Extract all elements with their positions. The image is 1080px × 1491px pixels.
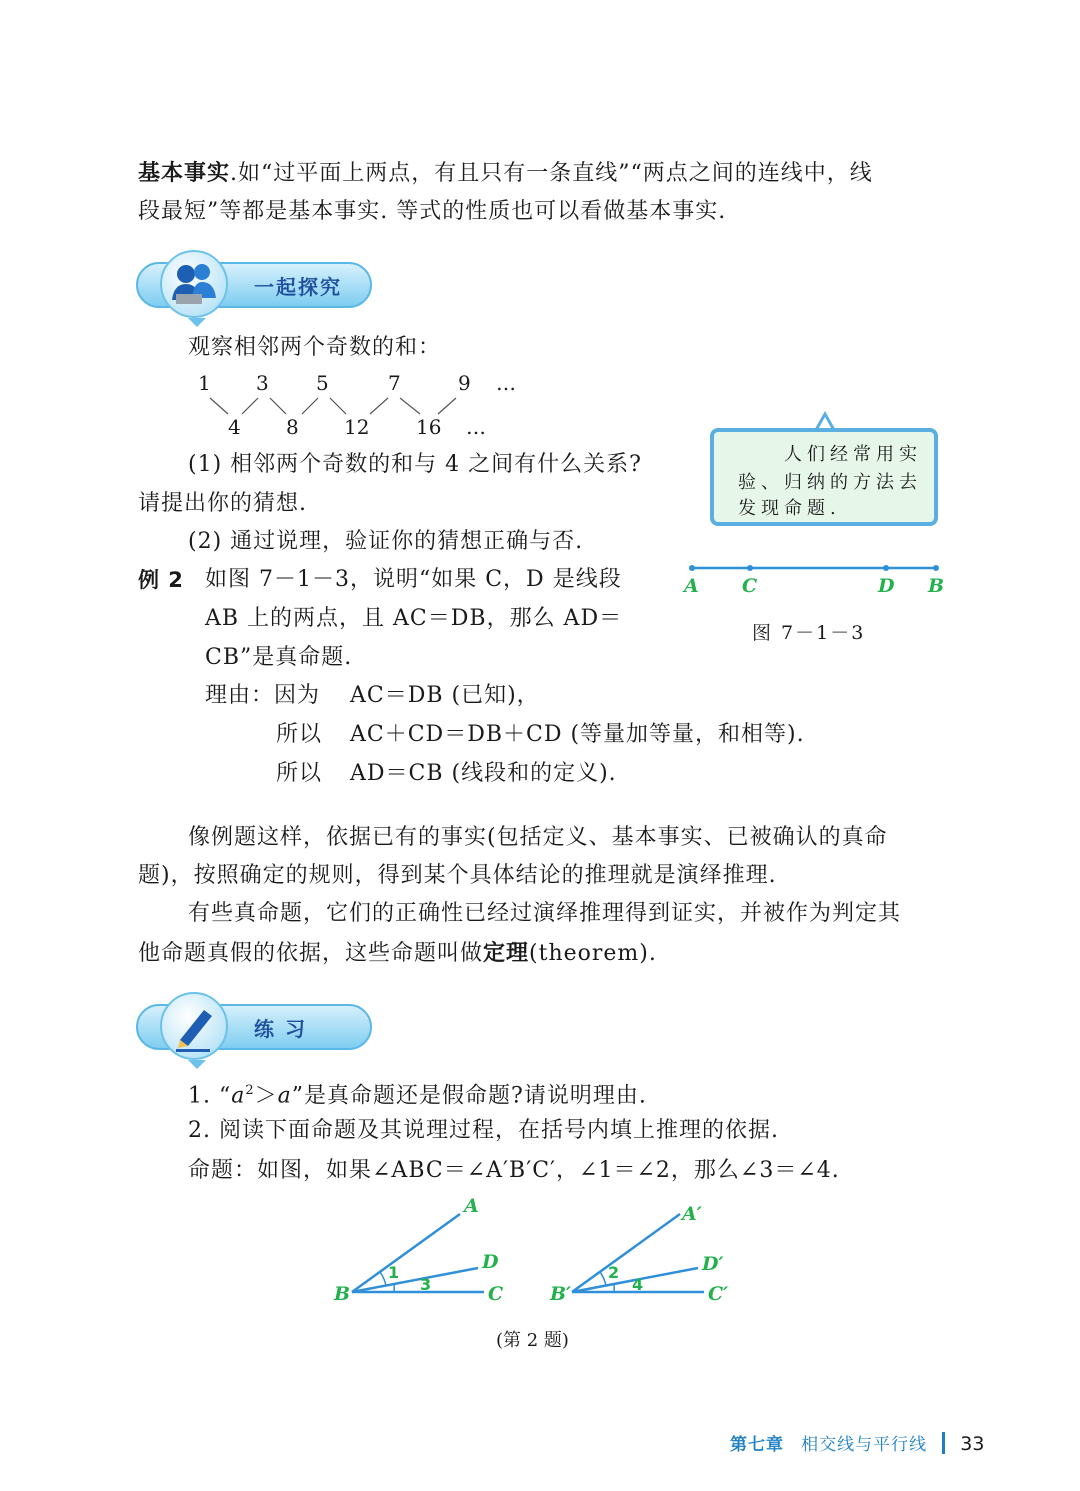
example-line-3: CB”是真命题. (205, 645, 353, 670)
practice-banner (136, 1004, 372, 1050)
example-line-1: 如图 7－1－3，说明“如果 C，D 是线段 (205, 567, 622, 592)
intro-line-2: 段最短”等都是基本事实. 等式的性质也可以看做基本事实. (138, 199, 727, 224)
page-number: 33 (960, 1433, 985, 1455)
tip-note (710, 428, 938, 526)
people-icon (160, 250, 228, 318)
so-label-1: 所以 (276, 722, 323, 747)
point-label: D (878, 575, 895, 597)
sum-ellipsis: … (466, 415, 486, 439)
angle-label: C′ (708, 1283, 729, 1305)
deduction-p2-line-1: 有些真命题，它们的正确性已经过演绎推理得到证实，并被作为判定其 (188, 901, 902, 926)
point-label: B (928, 575, 945, 597)
example-line-2: AB 上的两点，且 AC＝DB，那么 AD＝ (205, 606, 623, 631)
reason-step-2: AC＋CD＝DB＋CD (等量加等量，和相等). (350, 722, 805, 747)
odd-number: 3 (256, 371, 269, 395)
deduction-p1-line-2: 题)，按照确定的规则，得到某个具体结论的推理就是演绎推理. (138, 863, 777, 888)
angle-figure (330, 1196, 750, 1308)
angle-label: B′ (550, 1283, 572, 1305)
example-label: 例 2 (138, 568, 184, 592)
point-label: A (684, 575, 699, 597)
pencil-icon (160, 992, 228, 1060)
chapter-number: 第七章 (730, 1435, 784, 1455)
question-2: (2) 通过说理，验证你的猜想正确与否. (188, 529, 584, 554)
proposition: 命题：如图，如果∠ABC＝∠A′B′C′，∠1＝∠2，那么∠3＝∠4. (188, 1158, 840, 1183)
chapter-title: 相交线与平行线 (801, 1435, 928, 1455)
angle-label: B (334, 1283, 351, 1305)
question-1-line-1: (1) 相邻两个奇数的和与 4 之间有什么关系? (188, 452, 642, 477)
note-line-1: 人们经常用实 (784, 444, 922, 465)
explore-title: 一起探究 (254, 275, 342, 299)
note-line-3: 发现命题. (738, 498, 841, 519)
angle-label: C (488, 1283, 504, 1305)
note-line-2: 验、归纳的方法去 (738, 472, 922, 493)
sum-number: 16 (416, 415, 442, 439)
deduction-p1-line-1: 像例题这样，依据已有的事实(包括定义、基本事实、已被确认的真命 (188, 825, 888, 850)
odd-number: 1 (198, 371, 211, 395)
deduction-p2-line-2: 他命题真假的依据，这些命题叫做定理(theorem). (138, 940, 657, 966)
odd-sum-diagram (180, 366, 540, 444)
sum-number: 8 (286, 415, 299, 439)
exercise-2-caption: (第 2 题) (496, 1330, 569, 1351)
page-footer (730, 1430, 984, 1455)
exercise-1: 1. “$a^2>a$”是真命题还是假命题?请说明理由. (188, 1083, 647, 1109)
figure-caption: 图 7－1－3 (752, 622, 866, 644)
angle-label: D (482, 1251, 499, 1273)
practice-title: 练 习 (254, 1017, 307, 1041)
angle-number: 1 (388, 1263, 400, 1282)
sum-number: 4 (228, 415, 241, 439)
angle-number: 4 (632, 1275, 644, 1294)
segment-figure (680, 556, 950, 600)
angle-label: D′ (702, 1253, 724, 1275)
odd-number: 9 (458, 371, 471, 395)
question-1-line-2: 请提出你的猜想. (138, 491, 307, 516)
angle-label: A′ (682, 1203, 702, 1225)
reason-label: 理由：因为 (205, 683, 321, 708)
angle-label: A (464, 1196, 479, 1217)
angle-number: 3 (420, 1275, 432, 1294)
odd-number: 7 (388, 371, 401, 395)
intro-line-1: 基本事实.如“过平面上两点，有且只有一条直线”“两点之间的连线中，线 (138, 160, 873, 186)
point-label: C (742, 575, 758, 597)
so-label-2: 所以 (276, 761, 323, 786)
exercise-2: 2. 阅读下面命题及其说理过程，在括号内填上推理的依据. (188, 1118, 779, 1143)
angle-number: 2 (608, 1263, 620, 1282)
angle-figure-left (333, 1196, 503, 1305)
angle-figure-right (549, 1203, 728, 1305)
footer-divider (942, 1432, 945, 1454)
odd-number: 5 (316, 371, 329, 395)
odd-ellipsis: … (496, 371, 516, 395)
explore-banner (136, 262, 372, 308)
term-theorem: 定理 (483, 940, 530, 966)
sum-number: 12 (344, 415, 370, 439)
term-basic-fact: 基本事实 (138, 160, 231, 186)
reason-step-3: AD＝CB (线段和的定义). (350, 761, 617, 786)
observe-text: 观察相邻两个奇数的和： (188, 335, 442, 360)
reason-step-1: AC＝DB (已知)， (350, 683, 540, 708)
